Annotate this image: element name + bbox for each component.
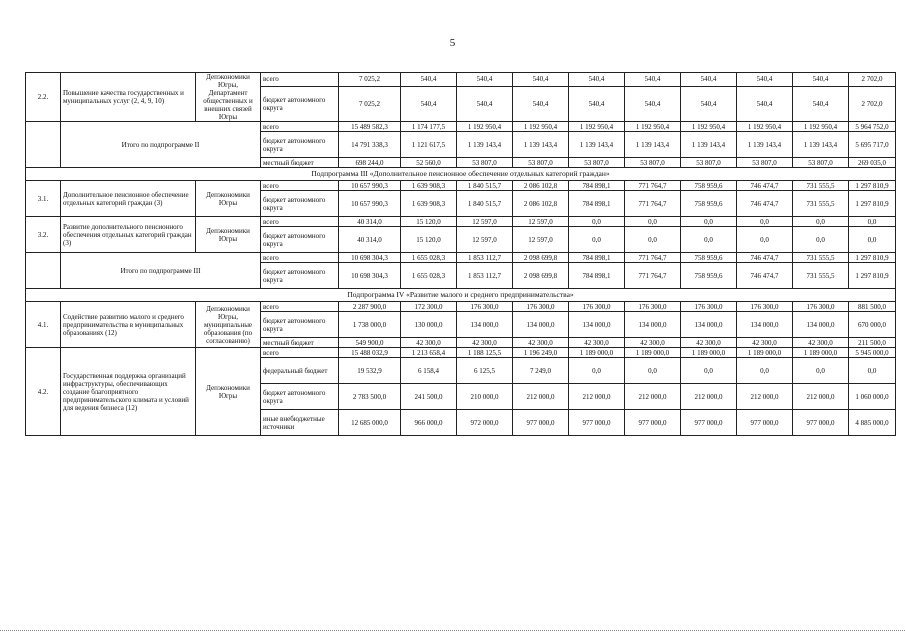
amount-cell: 19 532,9	[339, 358, 401, 384]
amount-cell: 540,4	[401, 86, 457, 121]
amount-cell: 5 945 000,0	[849, 348, 896, 358]
amount-cell: 40 314,0	[339, 227, 401, 253]
amount-cell: 1 192 950,4	[625, 122, 681, 132]
table-row	[26, 181, 896, 191]
responsible-executor: Депэкономики Югры	[196, 348, 261, 436]
amount-cell: 52 560,0	[401, 158, 457, 168]
amount-cell: 1 213 658,4	[401, 348, 457, 358]
responsible-executor: Депэкономики Югры, муниципальные образования (по согласованию)	[196, 302, 261, 348]
amount-cell: 1 655 028,3	[401, 253, 457, 263]
amount-cell: 540,4	[681, 86, 737, 121]
funding-source: бюджет автономного округа	[261, 227, 339, 253]
funding-source: всего	[261, 217, 339, 227]
amount-cell: 176 300,0	[569, 302, 625, 312]
amount-cell: 15 120,0	[401, 227, 457, 253]
amount-cell: 540,4	[569, 86, 625, 121]
amount-cell: 670 000,0	[849, 312, 896, 338]
amount-cell: 977 000,0	[793, 410, 849, 436]
amount-cell: 42 300,0	[793, 338, 849, 348]
amount-cell: 42 300,0	[457, 338, 513, 348]
amount-cell: 977 000,0	[513, 410, 569, 436]
amount-cell: 1 639 908,3	[401, 181, 457, 191]
amount-cell: 1 192 950,4	[737, 122, 793, 132]
amount-cell: 1 297 810,9	[849, 253, 896, 263]
amount-cell: 134 000,0	[737, 312, 793, 338]
table-row	[26, 348, 896, 358]
row-number: 3.1.	[26, 181, 61, 217]
amount-cell: 1 192 950,4	[569, 122, 625, 132]
amount-cell: 2 702,0	[849, 73, 896, 87]
amount-cell: 540,4	[625, 73, 681, 87]
amount-cell: 977 000,0	[681, 410, 737, 436]
amount-cell: 2 098 699,8	[513, 263, 569, 289]
funding-source: всего	[261, 122, 339, 132]
amount-cell: 1 189 000,0	[681, 348, 737, 358]
amount-cell: 1 853 112,7	[457, 263, 513, 289]
amount-cell: 540,4	[737, 86, 793, 121]
amount-cell: 2 287 900,0	[339, 302, 401, 312]
amount-cell: 15 488 032,9	[339, 348, 401, 358]
amount-cell: 15 489 582,3	[339, 122, 401, 132]
amount-cell: 1 139 143,4	[737, 132, 793, 158]
amount-cell: 241 500,0	[401, 384, 457, 410]
amount-cell: 1 297 810,9	[849, 263, 896, 289]
amount-cell: 53 807,0	[737, 158, 793, 168]
amount-cell: 540,4	[513, 73, 569, 87]
amount-cell: 10 698 304,3	[339, 253, 401, 263]
amount-cell: 731 555,5	[793, 191, 849, 217]
amount-cell: 746 474,7	[737, 253, 793, 263]
amount-cell: 42 300,0	[681, 338, 737, 348]
amount-cell: 540,4	[681, 73, 737, 87]
responsible-executor: Депэкономики Югры, Департамент общественных и внешних связей Югры	[196, 73, 261, 122]
amount-cell: 784 898,1	[569, 181, 625, 191]
amount-cell: 2 086 102,8	[513, 191, 569, 217]
amount-cell: 42 300,0	[401, 338, 457, 348]
amount-cell: 1 139 143,4	[793, 132, 849, 158]
amount-cell: 130 000,0	[401, 312, 457, 338]
row-number: 2.2.	[26, 73, 61, 122]
amount-cell: 212 000,0	[737, 384, 793, 410]
amount-cell: 212 000,0	[793, 384, 849, 410]
amount-cell: 1 192 950,4	[513, 122, 569, 132]
amount-cell: 0,0	[569, 217, 625, 227]
amount-cell: 176 300,0	[793, 302, 849, 312]
scan-edge-line	[0, 630, 905, 631]
amount-cell: 977 000,0	[569, 410, 625, 436]
amount-cell: 540,4	[793, 73, 849, 87]
amount-cell: 0,0	[737, 227, 793, 253]
amount-cell: 0,0	[681, 358, 737, 384]
measure-name: Государственная поддержка организаций инфраструктуры, обеспечивающих создание благоприятного предпринимательского климата и условий для ведения бизнеса (12)	[61, 348, 196, 436]
amount-cell: 731 555,5	[793, 253, 849, 263]
funding-source: иные внебюджетные источники	[261, 410, 339, 436]
subprogram-title: Подпрограмма III «Дополнительное пенсионное обеспечение отдельных категорий граждан»	[26, 168, 896, 181]
amount-cell: 0,0	[569, 358, 625, 384]
amount-cell: 14 791 338,3	[339, 132, 401, 158]
funding-source: бюджет автономного округа	[261, 312, 339, 338]
amount-cell: 540,4	[793, 86, 849, 121]
amount-cell: 269 035,0	[849, 158, 896, 168]
amount-cell: 176 300,0	[737, 302, 793, 312]
amount-cell: 134 000,0	[457, 312, 513, 338]
funding-source: бюджет автономного округа	[261, 263, 339, 289]
amount-cell: 176 300,0	[625, 302, 681, 312]
amount-cell: 758 959,6	[681, 263, 737, 289]
amount-cell: 1 840 515,7	[457, 191, 513, 217]
subtotal-label: Итого по подпрограмме III	[61, 253, 261, 289]
amount-cell: 758 959,6	[681, 181, 737, 191]
amount-cell: 1 840 515,7	[457, 181, 513, 191]
amount-cell: 0,0	[849, 358, 896, 384]
amount-cell: 540,4	[737, 73, 793, 87]
amount-cell: 5 964 752,0	[849, 122, 896, 132]
amount-cell: 1 189 000,0	[793, 348, 849, 358]
amount-cell: 42 300,0	[625, 338, 681, 348]
funding-source: всего	[261, 181, 339, 191]
funding-source: всего	[261, 73, 339, 87]
amount-cell: 540,4	[513, 86, 569, 121]
amount-cell: 1 189 000,0	[569, 348, 625, 358]
funding-source: всего	[261, 348, 339, 358]
amount-cell: 0,0	[681, 217, 737, 227]
amount-cell: 1 139 143,4	[569, 132, 625, 158]
funding-source: бюджет автономного округа	[261, 132, 339, 158]
amount-cell: 977 000,0	[737, 410, 793, 436]
amount-cell: 1 192 950,4	[457, 122, 513, 132]
subtotal-label: Итого по подпрограмме II	[61, 122, 261, 168]
amount-cell: 0,0	[793, 227, 849, 253]
subtotal-row	[26, 253, 896, 263]
amount-cell: 134 000,0	[793, 312, 849, 338]
amount-cell: 540,4	[457, 73, 513, 87]
table-row	[26, 217, 896, 227]
amount-cell: 977 000,0	[625, 410, 681, 436]
amount-cell: 212 000,0	[625, 384, 681, 410]
amount-cell: 172 300,0	[401, 302, 457, 312]
responsible-executor: Депэкономики Югры	[196, 181, 261, 217]
amount-cell: 53 807,0	[625, 158, 681, 168]
amount-cell: 53 807,0	[681, 158, 737, 168]
amount-cell: 210 000,0	[457, 384, 513, 410]
amount-cell: 549 900,0	[339, 338, 401, 348]
amount-cell: 12 597,0	[457, 217, 513, 227]
amount-cell: 758 959,6	[681, 253, 737, 263]
amount-cell: 0,0	[625, 358, 681, 384]
amount-cell: 0,0	[793, 358, 849, 384]
funding-source: всего	[261, 253, 339, 263]
amount-cell: 2 783 500,0	[339, 384, 401, 410]
amount-cell: 731 555,5	[793, 181, 849, 191]
row-number: 3.2.	[26, 217, 61, 253]
amount-cell: 0,0	[625, 227, 681, 253]
amount-cell: 1 192 950,4	[793, 122, 849, 132]
amount-cell: 1 192 950,4	[681, 122, 737, 132]
amount-cell: 784 898,1	[569, 191, 625, 217]
amount-cell: 1 139 143,4	[513, 132, 569, 158]
measure-name: Развитие дополнительного пенсионного обеспечения отдельных категорий граждан (3)	[61, 217, 196, 253]
amount-cell: 1 639 908,3	[401, 191, 457, 217]
table-row	[26, 73, 896, 87]
row-number: 4.2.	[26, 348, 61, 436]
funding-source: местный бюджет	[261, 338, 339, 348]
amount-cell: 211 500,0	[849, 338, 896, 348]
amount-cell: 42 300,0	[569, 338, 625, 348]
empty-cell	[26, 253, 61, 289]
amount-cell: 0,0	[849, 227, 896, 253]
amount-cell: 746 474,7	[737, 191, 793, 217]
amount-cell: 1 655 028,3	[401, 263, 457, 289]
amount-cell: 7 025,2	[339, 86, 401, 121]
amount-cell: 1 188 125,5	[457, 348, 513, 358]
amount-cell: 212 000,0	[569, 384, 625, 410]
amount-cell: 540,4	[401, 73, 457, 87]
amount-cell: 0,0	[569, 227, 625, 253]
amount-cell: 746 474,7	[737, 263, 793, 289]
amount-cell: 134 000,0	[513, 312, 569, 338]
funding-source: бюджет автономного округа	[261, 191, 339, 217]
amount-cell: 972 000,0	[457, 410, 513, 436]
amount-cell: 0,0	[793, 217, 849, 227]
row-number: 4.1.	[26, 302, 61, 348]
amount-cell: 1 738 000,0	[339, 312, 401, 338]
amount-cell: 0,0	[737, 358, 793, 384]
funding-source: федеральный бюджет	[261, 358, 339, 384]
page-number: 5	[449, 37, 456, 49]
amount-cell: 12 597,0	[457, 227, 513, 253]
amount-cell: 771 764,7	[625, 181, 681, 191]
amount-cell: 176 300,0	[681, 302, 737, 312]
amount-cell: 53 807,0	[513, 158, 569, 168]
subprogram-title: Подпрограмма IV «Развитие малого и среднего предпринимательства»	[26, 289, 896, 302]
amount-cell: 698 244,0	[339, 158, 401, 168]
amount-cell: 5 695 717,0	[849, 132, 896, 158]
amount-cell: 2 098 699,8	[513, 253, 569, 263]
amount-cell: 758 959,6	[681, 191, 737, 217]
amount-cell: 881 500,0	[849, 302, 896, 312]
amount-cell: 1 196 249,0	[513, 348, 569, 358]
amount-cell: 7 249,0	[513, 358, 569, 384]
amount-cell: 0,0	[625, 217, 681, 227]
amount-cell: 1 060 000,0	[849, 384, 896, 410]
amount-cell: 1 297 810,9	[849, 191, 896, 217]
measure-name: Дополнительное пенсионное обеспечение отдельных категорий граждан (3)	[61, 181, 196, 217]
amount-cell: 12 685 000,0	[339, 410, 401, 436]
funding-source: бюджет автономного округа	[261, 384, 339, 410]
amount-cell: 53 807,0	[793, 158, 849, 168]
amount-cell: 1 189 000,0	[737, 348, 793, 358]
responsible-executor: Депэкономики Югры	[196, 217, 261, 253]
measure-name: Повышение качества государственных и муниципальных услуг (2, 4, 9, 10)	[61, 73, 196, 122]
amount-cell: 42 300,0	[513, 338, 569, 348]
empty-cell	[26, 122, 61, 168]
amount-cell: 212 000,0	[513, 384, 569, 410]
funding-source: местный бюджет	[261, 158, 339, 168]
amount-cell: 771 764,7	[625, 191, 681, 217]
amount-cell: 53 807,0	[457, 158, 513, 168]
amount-cell: 1 121 617,5	[401, 132, 457, 158]
funding-source: всего	[261, 302, 339, 312]
amount-cell: 746 474,7	[737, 181, 793, 191]
measure-name: Содействие развитию малого и среднего предпринимательства в муниципальных образованиях (12)	[61, 302, 196, 348]
amount-cell: 1 139 143,4	[625, 132, 681, 158]
amount-cell: 1 189 000,0	[625, 348, 681, 358]
amount-cell: 176 300,0	[457, 302, 513, 312]
amount-cell: 2 702,0	[849, 86, 896, 121]
budget-table	[25, 72, 896, 436]
amount-cell: 771 764,7	[625, 263, 681, 289]
amount-cell: 12 597,0	[513, 227, 569, 253]
amount-cell: 1 297 810,9	[849, 181, 896, 191]
amount-cell: 6 125,5	[457, 358, 513, 384]
amount-cell: 784 898,1	[569, 253, 625, 263]
amount-cell: 4 885 000,0	[849, 410, 896, 436]
subtotal-row	[26, 122, 896, 132]
table-row	[26, 302, 896, 312]
amount-cell: 1 853 112,7	[457, 253, 513, 263]
amount-cell: 0,0	[681, 227, 737, 253]
amount-cell: 1 174 177,5	[401, 122, 457, 132]
amount-cell: 540,4	[625, 86, 681, 121]
amount-cell: 731 555,5	[793, 263, 849, 289]
amount-cell: 1 139 143,4	[681, 132, 737, 158]
amount-cell: 42 300,0	[737, 338, 793, 348]
amount-cell: 784 898,1	[569, 263, 625, 289]
amount-cell: 0,0	[849, 217, 896, 227]
amount-cell: 53 807,0	[569, 158, 625, 168]
amount-cell: 12 597,0	[513, 217, 569, 227]
amount-cell: 40 314,0	[339, 217, 401, 227]
amount-cell: 134 000,0	[681, 312, 737, 338]
amount-cell: 966 000,0	[401, 410, 457, 436]
amount-cell: 10 657 990,3	[339, 181, 401, 191]
amount-cell: 212 000,0	[681, 384, 737, 410]
subprogram-header-row	[26, 289, 896, 302]
amount-cell: 7 025,2	[339, 73, 401, 87]
amount-cell: 134 000,0	[625, 312, 681, 338]
amount-cell: 6 158,4	[401, 358, 457, 384]
amount-cell: 134 000,0	[569, 312, 625, 338]
funding-source: бюджет автономного округа	[261, 86, 339, 121]
amount-cell: 540,4	[457, 86, 513, 121]
amount-cell: 0,0	[737, 217, 793, 227]
amount-cell: 176 300,0	[513, 302, 569, 312]
amount-cell: 540,4	[569, 73, 625, 87]
amount-cell: 15 120,0	[401, 217, 457, 227]
amount-cell: 1 139 143,4	[457, 132, 513, 158]
amount-cell: 771 764,7	[625, 253, 681, 263]
amount-cell: 10 657 990,3	[339, 191, 401, 217]
subprogram-header-row	[26, 168, 896, 181]
amount-cell: 2 086 102,8	[513, 181, 569, 191]
amount-cell: 10 698 304,3	[339, 263, 401, 289]
